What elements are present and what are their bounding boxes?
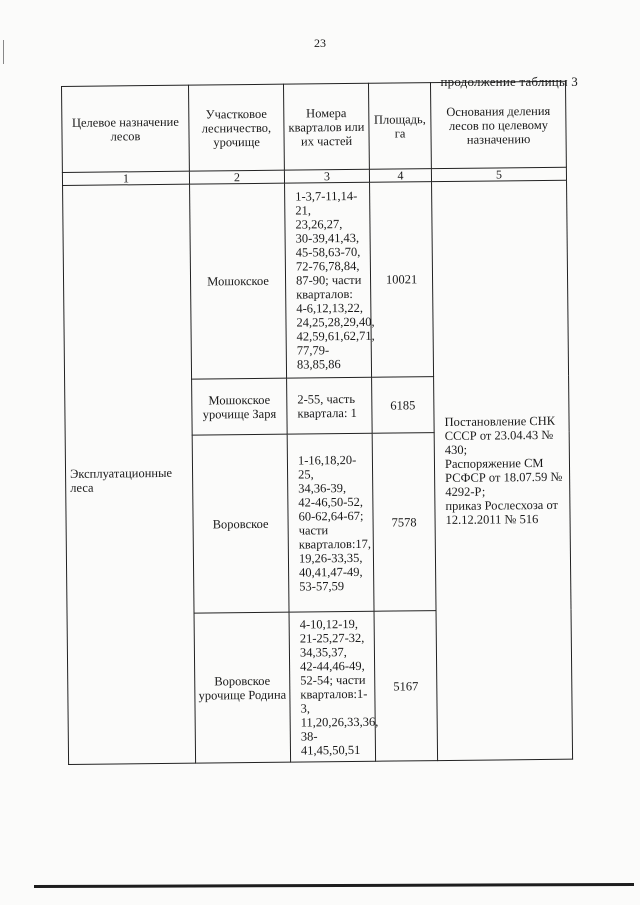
header-purpose: Целевое назначение лесов bbox=[62, 85, 190, 172]
area-cell: 6185 bbox=[372, 377, 435, 434]
quarters-cell: 2-55, часть квартала: 1 bbox=[287, 377, 373, 434]
forestry-cell: Воровское урочище Родина bbox=[194, 612, 291, 763]
area-cell: 7578 bbox=[372, 433, 436, 612]
column-number: 5 bbox=[431, 167, 566, 181]
header-quarters: Номера кварталов или их частей bbox=[283, 83, 369, 170]
header-area: Площадь, га bbox=[368, 83, 431, 170]
quarters-cell: 1-3,7-11,14-21, 23,26,27, 30-39,41,43, 45-58,63-70, 72-76,78,84, 87-90; части кварталов: 4-6,12,13,22, 24,25,28,29,40, 42,59,61,62,71, 77,79-83,85,86 bbox=[285, 182, 372, 378]
forestry-cell: Мошокское bbox=[190, 183, 287, 379]
column-number: 2 bbox=[189, 170, 284, 184]
area-cell: 5167 bbox=[374, 611, 438, 762]
quarters-cell: 4-10,12-19, 21-25,27-32, 34,35,37, 42-44,46-49, 52-54; части кварталов:1-3, 11,20,26,33,36, 38-41,45,50,51 bbox=[289, 611, 376, 762]
header-row bbox=[62, 81, 567, 172]
purpose-cell: Эксплуатационные леса bbox=[63, 184, 196, 764]
area-cell: 10021 bbox=[370, 182, 434, 378]
table-continuation-label: продолжение таблицы 3 bbox=[440, 74, 578, 89]
header-forestry: Участковое лесничество, урочище bbox=[188, 84, 284, 171]
page-number: 23 bbox=[314, 36, 326, 50]
header-basis: Основания деления лесов по целевому назначению bbox=[430, 81, 566, 168]
forest-table-wrapper bbox=[61, 81, 573, 765]
forestry-cell: Воровское bbox=[192, 434, 289, 613]
column-number: 4 bbox=[369, 169, 431, 183]
column-number: 1 bbox=[62, 171, 189, 185]
forest-purpose-table bbox=[61, 81, 573, 765]
quarters-cell: 1-16,18,20-25, 34,36-39, 42-46,50-52, 60-62,64-67; части кварталов:17, 19,26-33,35, 40,41,47-49, 53-57,59 bbox=[287, 433, 374, 612]
forestry-cell: Мошокское урочище Заря bbox=[192, 378, 288, 435]
column-number: 3 bbox=[284, 169, 369, 183]
footer-rule bbox=[34, 883, 634, 888]
table-row bbox=[63, 180, 569, 380]
basis-cell: Постановление СНК СССР от 23.04.43 № 430; Распоряжение СМ РСФСР от 18.07.59 № 4292-Р; приказ Рослесхоза от 12.12.2011 № 516 bbox=[432, 180, 573, 760]
